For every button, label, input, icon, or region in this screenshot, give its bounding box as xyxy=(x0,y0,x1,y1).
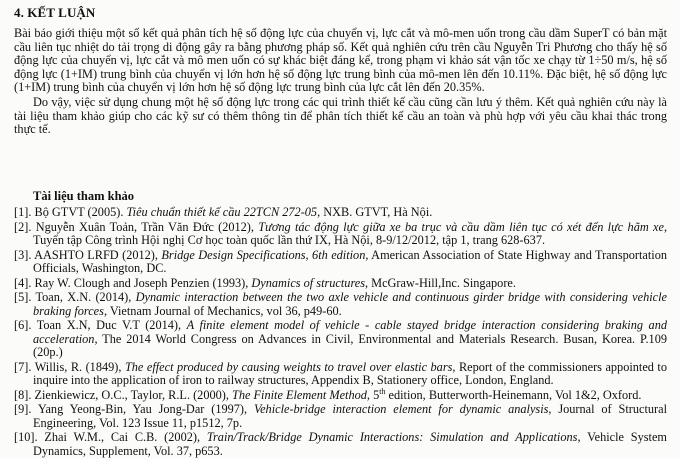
ref-source: , The 2014 World Congress on Advances in Civil, Environmental and Materials Research. Busan, Korea. P.109 (20p.) xyxy=(33,331,667,359)
ref-authors: Zienkiewicz, O.C., Taylor, R.L. (2000), xyxy=(34,387,233,402)
ref-number: [5]. xyxy=(14,290,36,304)
reference-item xyxy=(14,249,667,276)
reference-item xyxy=(14,403,667,430)
ref-number: [10]. xyxy=(14,430,45,444)
ref-authors: Bộ GTVT (2005). xyxy=(34,205,127,219)
ref-source: edition, Butterworth-Heinemann, Vol 1&2, Oxford. xyxy=(385,387,642,402)
section-heading: 4. KẾT LUẬN xyxy=(14,5,96,20)
ref-title: A finite element model of vehicle - cable stayed bridge interaction considering braking and acceleration xyxy=(33,318,668,346)
ref-number: [6]. xyxy=(14,318,37,332)
ref-authors: Yang Yeong-Bin, Yau Jong-Dar (1997), xyxy=(37,402,254,416)
ref-source: , McGraw-Hill,Inc. Singapore. xyxy=(365,275,516,290)
ref-source: , Tuyển tập Công trình Hội nghị Cơ học toàn quốc lần thứ IX, Hà Nội, 8-9/12/2012, tập 1, trang 628-637. xyxy=(33,219,668,247)
ref-edition-superscript: th xyxy=(379,386,386,396)
ref-source: , Vietnam Journal of Mechanics, vol 36, p49-60. xyxy=(103,303,342,318)
ref-source: , NXB. GTVT, Hà Nội. xyxy=(317,205,433,219)
ref-source: , Report of the commissioners appointed to inquire into the application of iron to railway structures, Appendix B, Stationery office, London, England. xyxy=(33,359,667,387)
ref-number: [7]. xyxy=(14,359,35,374)
reference-item xyxy=(14,277,667,291)
reference-item xyxy=(14,206,667,220)
ref-title: Dynamics of structures xyxy=(251,275,366,290)
ref-title: The Finite Element Method xyxy=(232,387,367,402)
ref-title: Bridge Design Specifications, 6th edition xyxy=(161,247,366,262)
ref-authors: Toan, X.N. (2014), xyxy=(35,290,136,304)
ref-source: , Journal of Structural Engineering, Vol. 123 Issue 11, p1512, 7p. xyxy=(33,402,667,430)
reference-item xyxy=(14,431,667,458)
ref-number: [8]. xyxy=(14,387,35,402)
ref-title: The effect produced by causing weights to travel over elastic bars xyxy=(124,359,453,374)
ref-number: [2]. xyxy=(14,219,36,234)
ref-number: [9]. xyxy=(14,402,38,416)
ref-number: [4]. xyxy=(14,275,35,290)
ref-authors: AASHTO LRFD (2012), xyxy=(34,247,162,262)
ref-edition: , 5 xyxy=(366,387,380,402)
references-title: Tài liệu tham khảo xyxy=(33,189,135,203)
ref-title: Dynamic interaction between the two axle vehicle and continuous girder bridge with considering vehicle braking forces xyxy=(33,290,667,318)
ref-authors: Willis, R. (1849), xyxy=(34,359,125,374)
ref-source: , American Association of State Highway and Transportation Officials, Washington, DC. xyxy=(33,247,668,275)
reference-item xyxy=(14,221,667,248)
ref-title: Vehicle-bridge interaction element for dynamic analysis xyxy=(253,402,549,416)
ref-authors: Zhai W.M., Cai C.B. (2002), xyxy=(44,430,207,444)
reference-item xyxy=(14,319,667,360)
reference-item xyxy=(14,386,667,403)
ref-number: [1]. xyxy=(14,205,35,219)
conclusion-paragraph-2: Do vậy, việc sử dụng chung một hệ số động lực trong các qui trình thiết kế cầu cũng cần lưu ý thêm. Kết quả nghiên cứu này là tài liệu tham khảo giúp cho các kỹ sư có thêm thông tin để phân tích thiết kế cầu an toàn và phù hợp với yêu cầu khai thác trong thực tế. xyxy=(14,95,667,136)
conclusion-paragraph-1: Bài báo giới thiệu một số kết quả phân tích hệ số động lực của chuyển vị, lực cắt và mô-men uốn trong cầu dầm SuperT có bản mặt cầu liên tục nhiệt do tải trọng di động gây ra bằng phương pháp số. Kết quả nghiên cứu trên cầu Nguyễn Tri Phương cho thấy hệ số động lực của chuyển vị, lực cắt và mô men uốn có sự khác biệt đáng kể, trong phạm vi khảo sát vận tốc xe chạy từ 1÷50 m/s, hệ số động lực (1+IM) trung bình của chuyển vị lớn hơn hệ số động lực trung bình của mô-men lên đến 10.11%. Đặc biệt, hệ số động lực (1+IM) trung bình của chuyển vị lớn hơn hệ số động lực trung bình của lực cắt lên đến 20.35%. xyxy=(14,26,667,94)
reference-item xyxy=(14,361,667,388)
ref-title: Tương tác động lực giữa xe ba trục và cầu dầm liên tục có xét đến lực hãm xe xyxy=(258,219,664,234)
ref-number: [3]. xyxy=(14,247,35,262)
ref-authors: Toan X.N, Duc V.T (2014), xyxy=(36,318,187,332)
ref-title: Tiêu chuẩn thiết kế cầu 22TCN 272-05 xyxy=(126,205,318,219)
ref-title: Train/Track/Bridge Dynamic Interactions: Simulation and Applications xyxy=(206,430,578,444)
ref-authors: Ray W. Clough and Joseph Penzien (1993), xyxy=(34,275,252,290)
ref-authors: Nguyễn Xuân Toản, Trần Văn Đức (2012), xyxy=(35,219,259,234)
ref-source: , Vehicle System Dynamics, Supplement, Vol. 37, p653. xyxy=(33,430,667,458)
reference-item xyxy=(14,291,667,318)
references-list xyxy=(14,206,667,459)
